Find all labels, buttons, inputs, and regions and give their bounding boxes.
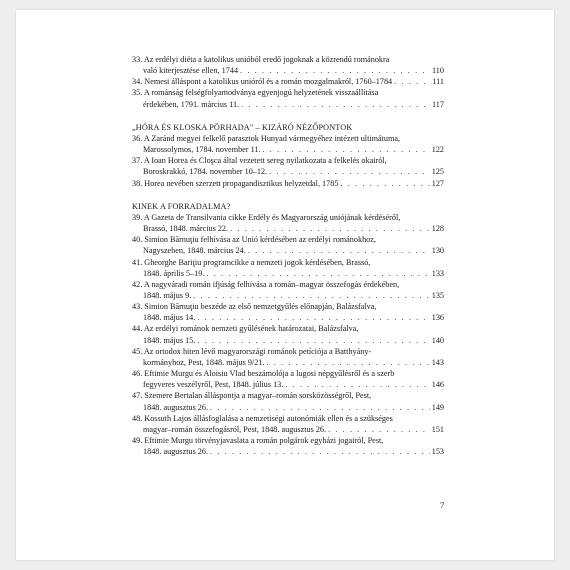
dot-leader xyxy=(197,335,429,346)
toc-page-number: 143 xyxy=(431,357,444,367)
toc-entry-title: 48. Kossuth Lajos állásfoglalása a nemzetiségi autonómiák ellen és a szükséges xyxy=(132,413,393,423)
toc-entry-line xyxy=(132,357,444,368)
toc-entry-text: Marossolymos, 1784. november 11. xyxy=(143,145,261,155)
toc-entry-text: 1848. április 5–19. xyxy=(143,268,205,278)
section-heading-2: KINEK A FORRADALMA? xyxy=(132,201,231,211)
dot-leader xyxy=(340,178,429,189)
toc-entry-line xyxy=(132,65,444,76)
dot-leader xyxy=(394,76,430,87)
toc-entry-text: 1848. május 15. xyxy=(143,335,196,345)
toc-page-number: 122 xyxy=(431,145,444,155)
toc-entry-title: 33. Az erdélyi diéta a katolikus unióból eredő jogoknak a közrendű románokra xyxy=(132,55,390,64)
toc-entry-text: 1848. május 9. xyxy=(143,290,192,300)
toc-entry-title: 36. A Zaránd megyei felkelő parasztok Hunyad vármegyéhez intézett ultimátuma, xyxy=(132,133,401,143)
toc-entry-text: 38. Horea nevében szerzett propagandisztikus helyzetdal, 1785 xyxy=(132,178,339,188)
toc-entry-title: 44. Az erdélyi románok nemzeti gyűlésének határozatai, Balázsfalva, xyxy=(132,324,359,334)
dot-leader xyxy=(266,357,429,368)
toc-entry-line xyxy=(132,178,444,189)
page-number: 7 xyxy=(440,500,445,510)
toc-entry-text: 1848. augusztus 26. xyxy=(143,447,209,457)
dot-leader xyxy=(230,223,430,234)
dot-leader xyxy=(193,290,430,301)
toc-entry-text: Brassó, 1848. március 22. xyxy=(143,224,229,234)
toc-page-number: 133 xyxy=(431,268,444,278)
toc-entry xyxy=(132,390,444,412)
dot-leader xyxy=(263,144,430,155)
toc-entry-title: 45. Az ortodox hiten lévő magyarországi románok petíciója a Batthyány- xyxy=(132,346,372,356)
toc-entry-line xyxy=(132,223,444,234)
toc-entry xyxy=(132,133,444,155)
toc-entry-line xyxy=(132,245,444,256)
toc-entry-line xyxy=(132,144,444,155)
toc-page-number: 151 xyxy=(431,424,444,434)
toc-group-2 xyxy=(132,212,444,457)
toc-page-number: 117 xyxy=(432,99,444,109)
toc-entry-text: Nagyszeben, 1848. március 24. xyxy=(143,246,246,256)
toc-page-number: 140 xyxy=(431,335,444,345)
toc-group-0 xyxy=(132,54,444,110)
toc-entry-line xyxy=(132,166,444,177)
dot-leader xyxy=(241,99,430,110)
toc-entry xyxy=(132,76,444,87)
toc-page-number: 149 xyxy=(431,402,444,412)
toc-entry-text: fegyveres veszélyről, Pest, 1848. július 13. xyxy=(143,380,284,390)
dot-leader xyxy=(210,402,430,413)
toc-entry-text: kormányhoz, Pest, 1848. május 9/21. xyxy=(143,357,265,367)
toc-entry-line xyxy=(132,424,444,435)
toc-entry-line xyxy=(132,99,444,110)
toc-entry xyxy=(132,301,444,323)
toc-entry-title: 37. A Ioan Horea és Cloşca által vezetett sereg nyilatkozata a felkelés okairól, xyxy=(132,156,387,166)
toc-entry-title: 49. Eftimie Murgu törvényjavaslata a román polgárok egyházi jogairól, Pest, xyxy=(132,436,384,445)
toc-page-number: 153 xyxy=(431,447,444,457)
toc-page-number: 135 xyxy=(431,290,444,300)
toc-entry-text: való kiterjesztése ellen, 1744 xyxy=(143,66,239,76)
toc-entry xyxy=(132,178,444,189)
dot-leader xyxy=(240,65,430,76)
dot-leader xyxy=(285,379,429,390)
toc-entry-line xyxy=(132,402,444,413)
toc-entry-text: Boroskrakkó, 1784. november 10–12. xyxy=(143,167,268,177)
toc-page-number: 128 xyxy=(431,224,444,234)
dot-leader xyxy=(269,166,430,177)
toc-entry-title: 47. Szemere Bertalan álláspontja a magyar–román sorsközösségről, Pest, xyxy=(132,391,372,401)
dot-leader xyxy=(206,268,429,279)
toc-page-number: 110 xyxy=(432,66,444,76)
toc-page-number: 127 xyxy=(431,178,444,188)
toc-page-number: 146 xyxy=(431,380,444,390)
toc-entry xyxy=(132,234,444,256)
dot-leader xyxy=(248,245,430,256)
toc-entry-title: 39. A Gazeta de Transilvania cikke Erdély és Magyarország uniójának kérdéséről, xyxy=(132,212,401,222)
dot-leader xyxy=(210,446,430,457)
toc-entry xyxy=(132,323,444,345)
toc-entry-line xyxy=(132,268,444,279)
toc-entry xyxy=(132,413,444,435)
toc-entry xyxy=(132,155,444,177)
toc-entry-title: 41. Gheorghe Bariţiu programcikke a nemzeti jogok kérdésében, Brassó, xyxy=(132,257,371,267)
toc-group-1 xyxy=(132,133,444,189)
toc-entry xyxy=(132,87,444,109)
toc-page-number: 136 xyxy=(431,313,444,323)
toc-entry-text: 34. Nemesi álláspont a katolikus unióról és a román mozgalmakról, 1760–1784 xyxy=(132,77,393,87)
toc-page-number: 130 xyxy=(431,246,444,256)
toc-entry-title: 46. Eftimie Murgu és Aloisiu Vlad beszámolója a lugosi népgyűlésről és a szerb xyxy=(132,369,395,379)
toc-entry-line xyxy=(132,379,444,390)
toc-entry xyxy=(132,54,444,76)
toc-entry-title: 35. A románság felségfolyamodványa egyenjogú helyzetének visszaállítása xyxy=(132,88,379,98)
dot-leader xyxy=(328,424,430,435)
table-of-contents xyxy=(132,54,444,457)
toc-entry xyxy=(132,435,444,457)
toc-page-number: 111 xyxy=(432,77,444,87)
toc-entry xyxy=(132,368,444,390)
toc-entry xyxy=(132,279,444,301)
toc-entry-title: 42. A nagyváradi román ifjúság felhívása a román–magyar összefogás érdekében, xyxy=(132,279,400,289)
toc-page-number: 125 xyxy=(431,167,444,177)
toc-entry-text: érdekében, 1791. március 11. xyxy=(143,99,240,109)
dot-leader xyxy=(197,312,429,323)
toc-entry-line xyxy=(132,290,444,301)
toc-entry xyxy=(132,346,444,368)
toc-entry xyxy=(132,257,444,279)
toc-entry-line xyxy=(132,312,444,323)
toc-entry-text: magyar–román összefogásról, Pest, 1848. augusztus 26. xyxy=(143,424,327,434)
book-page xyxy=(16,10,554,560)
toc-entry-line xyxy=(132,335,444,346)
section-heading-1: „HÓRA ÉS KLOSKA PÖRHADA" – KIZÁRÓ NÉZŐPONTOK xyxy=(132,122,353,132)
toc-entry-text: 1848. május 14. xyxy=(143,313,196,323)
toc-entry-line xyxy=(132,76,444,87)
toc-entry-line xyxy=(132,446,444,457)
toc-entry-title: 43. Simion Bărnuţiu beszéde az első nemzetgyűlés előnapján, Balázsfalva, xyxy=(132,302,377,312)
toc-entry-text: 1848. augusztus 26. xyxy=(143,402,209,412)
toc-entry xyxy=(132,212,444,234)
toc-entry-title: 40. Simion Bărnuţiu felhívása az Unió kérdésében az erdélyi románokhoz, xyxy=(132,235,376,245)
